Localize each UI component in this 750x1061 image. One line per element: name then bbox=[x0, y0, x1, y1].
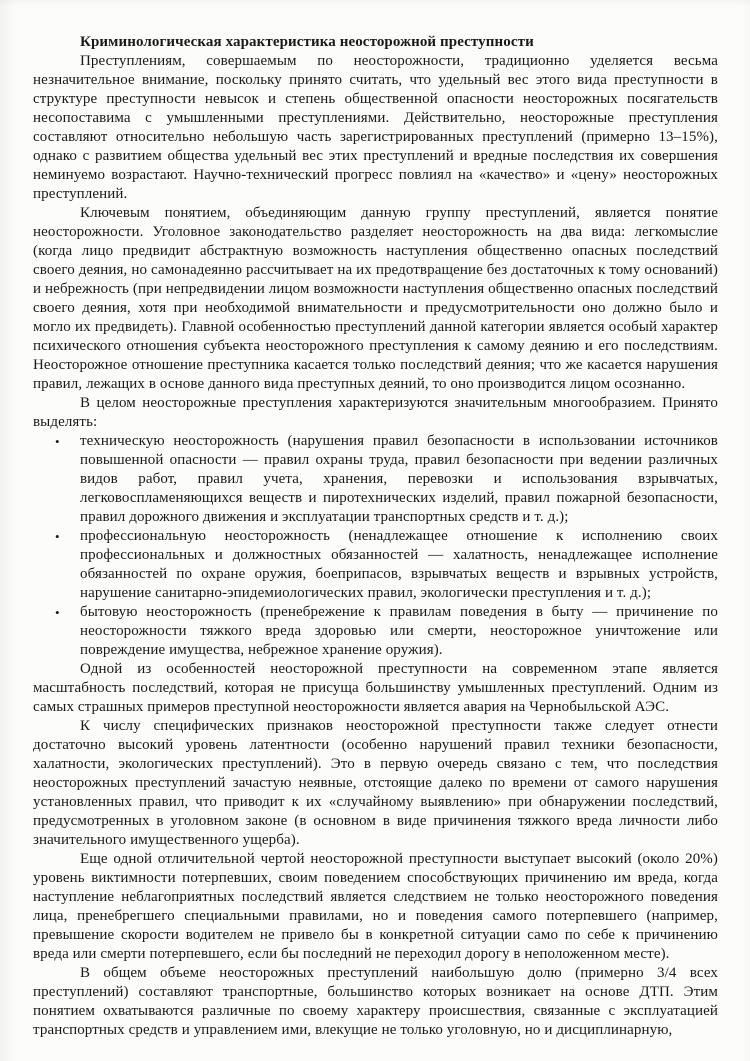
paragraph-intro: Преступлениям, совершаемым по неосторожности, традиционно уделяется весьма незначительное внимание, поскольку принято считать, что удельный вес этого вида преступности в структуре преступности невысок и степень общественной опасности неосторожных посягательств несопоставима с умышленными преступлениями. Действительно, неосторожные преступления составляют относительно небольшую часть зарегистрированных преступлений (примерно 13–15%), однако с развитием общества удельный вес этих преступлений и вредные последствия их совершения неминуемо возрастают. Научно-технический прогресс повлиял на «качество» и «цену» неосторожных преступлений. bbox=[33, 53, 718, 202]
bullet-icon: • bbox=[55, 434, 60, 449]
list-item-text: бытовую неосторожность (пренебрежение к правилам поведения в быту — причинение по неосторожности тяжкого вреда здоровью или смерти, неосторожное уничтожение или повреждение имущества, небрежное хранение оружия). bbox=[80, 604, 718, 658]
paragraph-latency: К числу специфических признаков неосторожной преступности также следует отнести достаточно высокий уровень латентности (особенно нарушений правил техники безопасности, халатности, экологических преступлений). Это в первую очередь связано с тем, что последствия неосторожных преступлений зачастую неявные, отстоящие далеко по времени от самого нарушения установленных правил, что приводит к их «случайному выявлению» при обнаружении последствий, предусмотренных в уголовном законе (в основном в виде причинения тяжкого вреда личности либо значительного имущественного ущерба). bbox=[33, 718, 718, 848]
document-title: Криминологическая характеристика неосторожной преступности bbox=[80, 34, 534, 50]
list-item-professional-carelessness bbox=[33, 527, 718, 603]
paragraph-victim-behavior: Еще одной отличительной чертой неосторожной преступности выступает высокий (около 20%) уровень виктимности потерпевших, своим поведением способствующих причинению им вреда, когда наступление неблагоприятных последствий является следствием не только неосторожного поведения лица, пренебрегшего специальными правилами, но и поведения самого потерпевшего (например, превышение скорости водителем не привело бы в конкретной ситуации само по себе к причинению вреда или смерти потерпевшего, если бы последний не переходил дорогу в неположенном месте). bbox=[33, 851, 718, 962]
list-item-technical-carelessness bbox=[33, 432, 718, 527]
paragraph-transport-crimes: В общем объеме неосторожных преступлений наибольшую долю (примерно 3/4 всех преступлений) составляют транспортные, большинство которых возникает на основе ДТП. Этим понятием охватываются различные по своему характеру происшествия, связанные с эксплуатацией транспортных средств и управлением ими, влекущие не только уголовную, но и дисциплинарную, bbox=[33, 965, 718, 1038]
bullet-icon: • bbox=[55, 529, 60, 544]
paragraph-scale-of-consequences: Одной из особенностей неосторожной преступности на современном этапе является масштабность последствий, которая не присуща большинству умышленных преступлений. Одним из самых страшных примеров преступной неосторожности является авария на Чернобыльской АЭС. bbox=[33, 661, 718, 715]
carelessness-types-list bbox=[33, 432, 718, 660]
paragraph-key-concept: Ключевым понятием, объединяющим данную группу преступлений, является понятие неосторожности. Уголовное законодательство разделяет неосторожность на два вида: легкомыслие (когда лицо предвидит абстрактную возможность наступления общественно опасных последствий своего деяния, но самонадеянно рассчитывает на их предотвращение без достаточных к тому оснований) и небрежность (при непредвидении лицом возможности наступления общественно опасных последствий своего деяния, хотя при необходимой внимательности и предусмотрительности оно должно было и могло их предвидеть). Главной особенностью преступлений данной категории является особый характер психического отношения субъекта неосторожного преступления к самому деянию и его последствиям. Неосторожное отношение преступника касается только последствий деяния; что же касается нарушения правил, лежащих в основе данного вида преступных деяний, то оно производится лицом осознанно. bbox=[33, 205, 718, 392]
list-item-domestic-carelessness bbox=[33, 603, 718, 660]
list-item-text: профессиональную неосторожность (ненадлежащее отношение к исполнению своих профессиональных и должностных обязанностей — халатность, ненадлежащее исполнение обязанностей по охране оружия, боеприпасов, взрывчатых веществ и взрывных устройств, нарушение санитарно-эпидемиологических правил, экологически преступления и т. д.); bbox=[80, 528, 718, 601]
bullet-icon: • bbox=[55, 605, 60, 620]
document-body bbox=[33, 33, 718, 1040]
paragraph-classification-intro: В целом неосторожные преступления характеризуются значительным многообразием. Принято выделять: bbox=[33, 395, 718, 430]
list-item-text: техническую неосторожность (нарушения правил безопасности в использовании источников повышенной опасности — правил охраны труда, правил безопасности при ведении различных видов работ, правил учета, хранения, перевозки и использования взрывчатых, легковоспламеняющихся веществ и пиротехнических изделий, правил пожарной безопасности, правил дорожного движения и эксплуатации транспортных средств и т. д.); bbox=[80, 433, 718, 525]
